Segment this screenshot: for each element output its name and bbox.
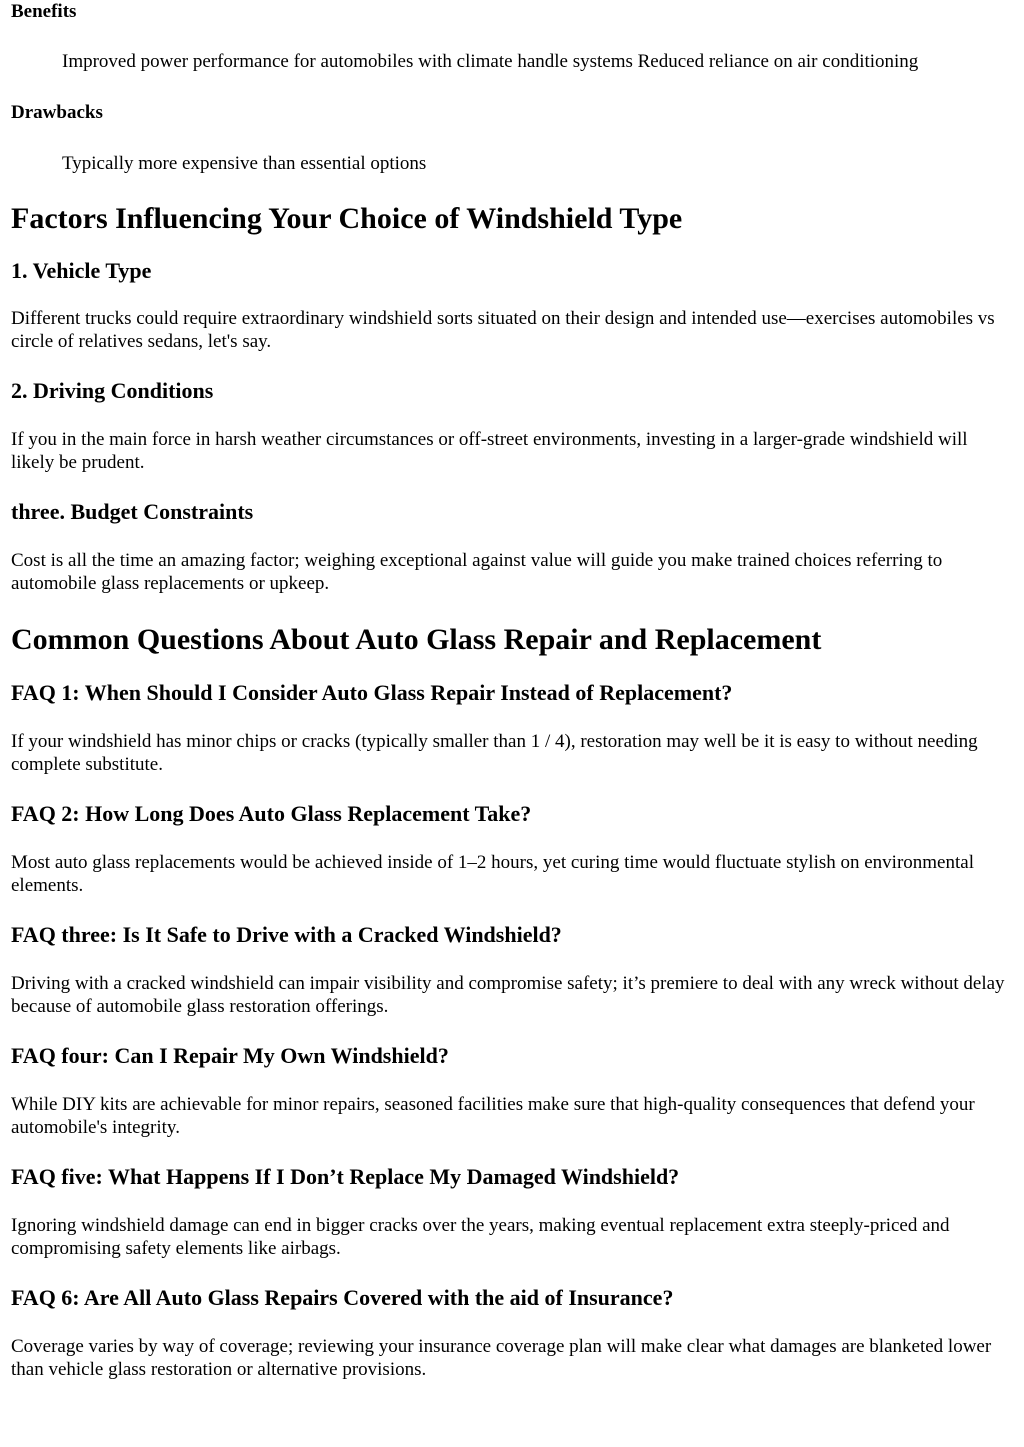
- factors-heading: Factors Influencing Your Choice of Windshield Type: [11, 202, 683, 235]
- faq-answer-5: Ignoring windshield damage can end in bigger cracks over the years, making eventual replacement extra steeply-priced and compromising safety elements like airbags.: [11, 1215, 950, 1259]
- factor-text-budget-constraints: Cost is all the time an amazing factor; weighing exceptional against value will guide you make trained choices referring to automobile glass replacements or upkeep.: [11, 550, 943, 594]
- factor-text-driving-conditions: If you in the main force in harsh weather circumstances or off-street environments, investing in a larger-grade windshield will likely be prudent.: [11, 429, 968, 473]
- benefits-label: Benefits: [11, 1, 77, 22]
- faq-answer-1: If your windshield has minor chips or cracks (typically smaller than 1 / 4), restoration may well be it is easy to without needing complete substitute.: [11, 731, 978, 775]
- factor-text-vehicle-type: Different trucks could require extraordinary windshield sorts situated on their design and intended use—exercises automobiles vs circle of relatives sedans, let's say.: [11, 308, 995, 352]
- faq-question-3: FAQ three: Is It Safe to Drive with a Cracked Windshield?: [11, 922, 562, 947]
- faq-answer-3: Driving with a cracked windshield can impair visibility and compromise safety; it’s premiere to deal with any wreck without delay because of automobile glass restoration offerings.: [11, 973, 1005, 1017]
- benefits-text: Improved power performance for automobiles with climate handle systems Reduced reliance on air conditioning: [62, 51, 919, 72]
- faq-question-5: FAQ five: What Happens If I Don’t Replace My Damaged Windshield?: [11, 1164, 680, 1189]
- faq-question-2: FAQ 2: How Long Does Auto Glass Replacement Take?: [11, 801, 532, 826]
- faq-answer-2: Most auto glass replacements would be achieved inside of 1–2 hours, yet curing time would fluctuate stylish on environmental elements.: [11, 852, 974, 896]
- factor-title-driving-conditions: 2. Driving Conditions: [11, 378, 214, 403]
- faq-answer-6: Coverage varies by way of coverage; reviewing your insurance coverage plan will make clear what damages are blanketed lower than vehicle glass restoration or alternative provisions.: [11, 1336, 992, 1380]
- drawbacks-label: Drawbacks: [11, 102, 103, 123]
- faq-question-1: FAQ 1: When Should I Consider Auto Glass Repair Instead of Replacement?: [11, 680, 733, 705]
- article-page: [0, 1, 1024, 1381]
- faq-question-4: FAQ four: Can I Repair My Own Windshield?: [11, 1043, 449, 1068]
- faq-answer-4: While DIY kits are achievable for minor repairs, seasoned facilities make sure that high-quality consequences that defend your automobile's integrity.: [11, 1094, 975, 1138]
- factor-title-budget-constraints: three. Budget Constraints: [11, 499, 254, 524]
- factor-title-vehicle-type: 1. Vehicle Type: [11, 258, 152, 283]
- faq-question-6: FAQ 6: Are All Auto Glass Repairs Covered with the aid of Insurance?: [11, 1285, 674, 1310]
- faq-heading: Common Questions About Auto Glass Repair and Replacement: [11, 623, 822, 656]
- drawbacks-text: Typically more expensive than essential options: [62, 153, 427, 174]
